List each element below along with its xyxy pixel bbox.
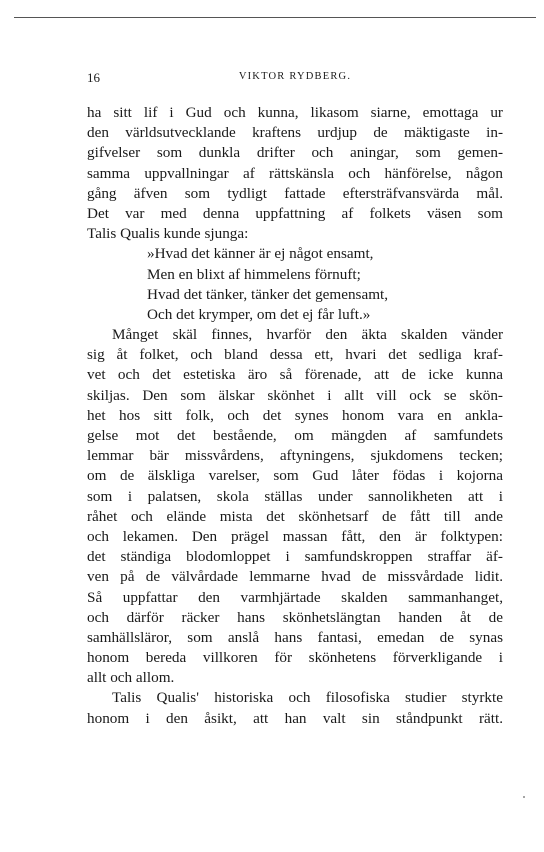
text-line: Talis Qualis' historiska och filosofiska studier styrkte xyxy=(112,689,503,707)
poem-line: Och det krymper, om det ej får luft.» xyxy=(147,305,371,323)
text-line: gifvelser som dunkla drifter och aningar, som gemen- xyxy=(87,144,503,162)
text-line: gång äfven som tydligt fattade eftersträfvansvärda mål. xyxy=(87,184,503,202)
text-line: och därför räcker hans skönhetslängtan handen åt de xyxy=(87,608,503,626)
poem-quote xyxy=(87,244,503,325)
text-line: samhällsläror, som anslå hans fantasi, emedan de synas xyxy=(87,628,503,646)
body-text xyxy=(87,103,503,729)
text-line: Talis Qualis kunde sjunga: xyxy=(87,225,249,243)
text-line: den världsutvecklande kraftens urdjup de mäktigaste in- xyxy=(87,124,503,142)
poem-line: »Hvad det känner är ej något ensamt, xyxy=(147,245,374,263)
text-line: råhet och elände mista det skönhetsarf de fått till ande xyxy=(87,507,503,525)
text-line: och lekamen. Den prägel massan fått, den är folktypen: xyxy=(87,527,503,545)
text-line: ven på de välvårdade lemmarne hvad de missvårdade lidit. xyxy=(87,568,503,586)
page-header xyxy=(87,70,503,88)
text-line: skiljas. Den som älskar skönhet i allt vill ock se skön- xyxy=(87,386,503,404)
text-line: het hos sitt folk, och det synes honom vara en ankla- xyxy=(87,406,503,424)
text-line: det ständiga blodomloppet i samfundskroppen straffar äf- xyxy=(87,548,503,566)
text-line: lemmar bär missvårdens, aftyningens, sjukdomens tecken; xyxy=(87,447,503,465)
text-line: sig åt folket, och bland dessa ett, hvari det sedliga kraf- xyxy=(87,346,503,364)
text-line: allt och allom. xyxy=(87,669,175,687)
text-line: Så uppfattar den varmhjärtade skalden sammanhanget, xyxy=(87,588,503,606)
text-line: Månget skäl finnes, hvarför den äkta skalden vänder xyxy=(112,326,503,344)
text-line: Det var med denna uppfattning af folkets väsen som xyxy=(87,204,503,222)
paper-speck xyxy=(523,796,525,798)
paragraph-3 xyxy=(87,688,503,728)
text-line: vet och det estetiska äro så förenade, att de icke kunna xyxy=(87,366,503,384)
text-line: som i palatsen, skola ställas under sannolikheten att i xyxy=(87,487,503,505)
text-line: ha sitt lif i Gud och kunna, likasom siarne, emottaga ur xyxy=(87,104,503,121)
top-rule xyxy=(14,17,536,18)
paragraph-2 xyxy=(87,325,503,688)
text-line: honom i den åsikt, att han valt sin ståndpunkt rätt. xyxy=(87,709,503,727)
poem-line: Hvad det tänker, tänker det gemensamt, xyxy=(147,285,389,303)
running-title: VIKTOR RYDBERG. xyxy=(238,71,352,82)
text-line: om de älskliga varelser, som Gud låter födas i kojorna xyxy=(87,467,503,485)
text-line: honom bereda villkoren för skönhetens förverkligande i xyxy=(87,649,503,667)
text-line: samma uppvallningar af rättskänsla och hänförelse, någon xyxy=(87,164,503,182)
page-number: 16 xyxy=(87,70,100,85)
paragraph-1 xyxy=(87,103,503,244)
poem-line: Men en blixt af himmelens förnuft; xyxy=(147,265,361,283)
text-line: gelse mot det bestående, om mängden af samfundets xyxy=(87,427,503,444)
